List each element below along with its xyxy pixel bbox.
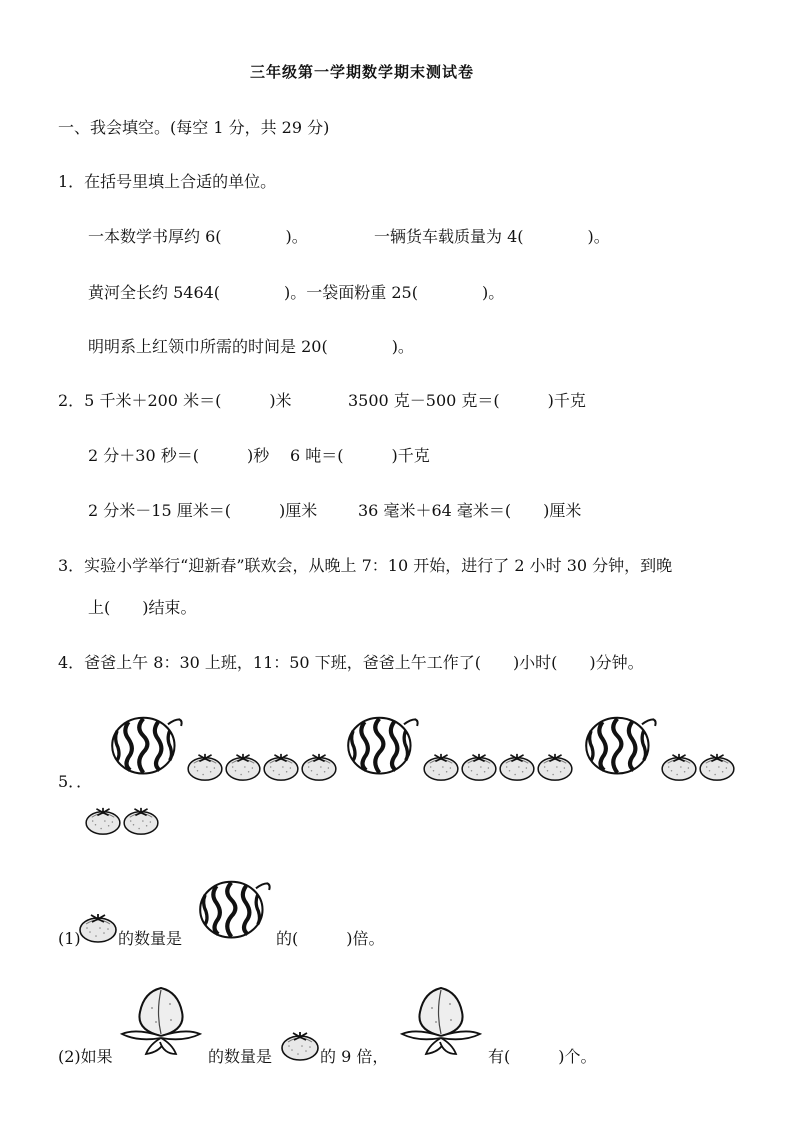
tomato-icon	[224, 752, 262, 782]
tomato-icon	[84, 806, 122, 836]
tomato-icon	[78, 912, 118, 944]
tomato-icon	[262, 752, 300, 782]
tomato-icon	[300, 752, 338, 782]
q3-line2: 上( )结束。	[88, 598, 197, 617]
tomato-icon	[498, 752, 536, 782]
q2-line3a: 2 分米－15 厘米＝( )厘米	[88, 501, 318, 520]
q5-label: 5．．	[58, 772, 93, 791]
watermelon-icon	[192, 870, 274, 946]
peach-icon	[396, 984, 486, 1056]
q5-sub2-prefix: (2)如果	[58, 1047, 113, 1066]
page-title: 三年级第一学期数学期末测试卷	[250, 63, 475, 81]
q1-line1b: 一辆货车载质量为 4( )。	[374, 227, 610, 246]
q2-line2a: 2 分＋30 秒＝( )秒	[88, 446, 270, 465]
q5-sub1-prefix: (1)	[58, 929, 81, 948]
section-heading: 一、我会填空。(每空 1 分，共 29 分)	[58, 118, 330, 137]
watermelon-icon	[104, 708, 186, 780]
tomato-icon	[460, 752, 498, 782]
q5-sub1-mid: 的数量是	[118, 929, 183, 948]
q2-line3b: 36 毫米＋64 毫米＝( )厘米	[358, 501, 582, 520]
q1-line3: 明明系上红领巾所需的时间是 20( )。	[88, 337, 414, 356]
q2-line2b: 6 吨＝( )千克	[290, 446, 430, 465]
q2-line1a: 2．5 千米＋200 米＝( )米	[58, 391, 292, 410]
q1-stem: 1．在括号里填上合适的单位。	[58, 172, 277, 191]
q1-line1a: 一本数学书厚约 6( )。	[88, 227, 308, 246]
watermelon-icon	[340, 708, 422, 780]
peach-icon	[116, 984, 206, 1056]
q2-line1b: 3500 克－500 克＝( )千克	[348, 391, 586, 410]
tomato-icon	[280, 1030, 320, 1062]
tomato-icon	[122, 806, 160, 836]
tomato-icon	[698, 752, 736, 782]
tomato-icon	[536, 752, 574, 782]
watermelon-icon	[578, 708, 660, 780]
q5-sub2-mid: 的数量是	[208, 1047, 273, 1066]
tomato-icon	[186, 752, 224, 782]
q4-line1: 4．爸爸上午 8：30 上班，11：50 下班，爸爸上午工作了( )小时( )分钟。	[58, 653, 644, 672]
tomato-icon	[422, 752, 460, 782]
tomato-icon	[660, 752, 698, 782]
q3-line1: 3．实验小学举行“迎新春”联欢会，从晚上 7：10 开始，进行了 2 小时 30 分钟，到晚	[58, 556, 673, 575]
q5-sub2-mid2: 的 9 倍，	[320, 1047, 389, 1066]
q5-sub1-suffix: 的( )倍。	[276, 929, 385, 948]
q5-sub2-suffix: 有( )个。	[488, 1047, 597, 1066]
q1-line2: 黄河全长约 5464( )。一袋面粉重 25( )。	[88, 283, 505, 302]
